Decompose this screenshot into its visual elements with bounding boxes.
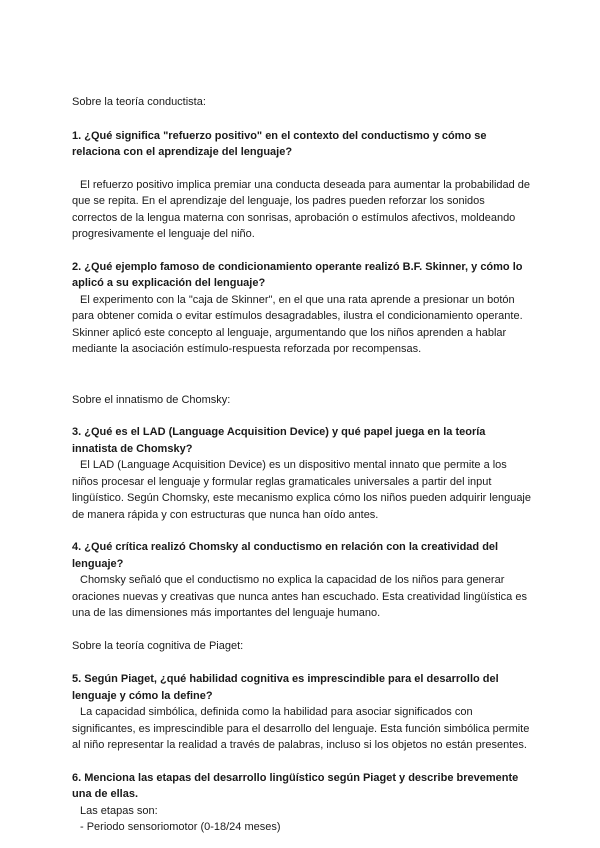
answer-6-intro: Las etapas son: — [80, 804, 158, 817]
section-title-piaget: Sobre la teoría cognitiva de Piaget: — [72, 639, 244, 652]
document-page — [72, 94, 532, 836]
answer-5: La capacidad simbólica, definida como la habilidad para asociar significados con significantes, es imprescindible para el desarrollo del lenguaje. Esta función simbólica permite al niño representar la realidad a través de palabras, incluso si los objetos no están presentes. — [72, 706, 530, 751]
question-3: 3. ¿Qué es el LAD (Language Acquisition Device) y qué papel juega en la teoría innatista de Chomsky? — [72, 426, 486, 455]
answer-2: El experimento con la "caja de Skinner", en el que una rata aprende a presionar un botón para obtener comida o evitar estímulos desagradables, ilustra el condicionamiento operante. Skinner aplicó este concepto al lenguaje, argumentando que los niños aprenden a hablar mediante la asociación estímulo-respuesta reforzada por recompensas. — [72, 293, 523, 355]
section-title-conductista: Sobre la teoría conductista: — [72, 96, 206, 108]
question-2: 2. ¿Qué ejemplo famoso de condicionamiento operante realizó B.F. Skinner, y cómo lo aplicó a su explicación del lenguaje? — [72, 260, 523, 289]
answer-3: El LAD (Language Acquisition Device) es un dispositivo mental innato que permite a los niños procesar el lenguaje y formular reglas gramaticales universales a partir del input lingüístico. Según Chomsky, este mecanismo explica cómo los niños pueden adquirir lenguaje de manera rápida y con estructuras que nunca han oído antes. — [72, 459, 531, 521]
stage-list — [72, 819, 532, 836]
question-1: 1. ¿Qué significa "refuerzo positivo" en el contexto del conductismo y cómo se relaciona con el aprendizaje del lenguaje? — [72, 129, 487, 158]
list-item: - Periodo sensoriomotor (0-18/24 meses) — [80, 821, 281, 833]
answer-1: El refuerzo positivo implica premiar una conducta deseada para aumentar la probabilidad de que se repita. En el aprendizaje del lenguaje, los padres pueden reforzar los sonidos correctos de la lengua materna con sonrisas, aprobación o estímulos afectivos, moldeando progresivamente el lenguaje del niño. — [72, 178, 531, 240]
question-5: 5. Según Piaget, ¿qué habilidad cognitiva es imprescindible para el desarrollo del lenguaje y cómo la define? — [72, 673, 499, 702]
answer-4: Chomsky señaló que el conductismo no explica la capacidad de los niños para generar oraciones nuevas y creativas que nunca antes han escuchado. Esta creatividad lingüística es una de las dimensiones más importantes del lenguaje humano. — [72, 574, 527, 619]
question-6: 6. Menciona las etapas del desarrollo lingüístico según Piaget y describe brevemente una de ellas. — [72, 771, 519, 800]
question-4: 4. ¿Qué crítica realizó Chomsky al conductismo en relación con la creatividad del lenguaje? — [72, 541, 499, 570]
section-title-innatismo: Sobre el innatismo de Chomsky: — [72, 393, 231, 406]
